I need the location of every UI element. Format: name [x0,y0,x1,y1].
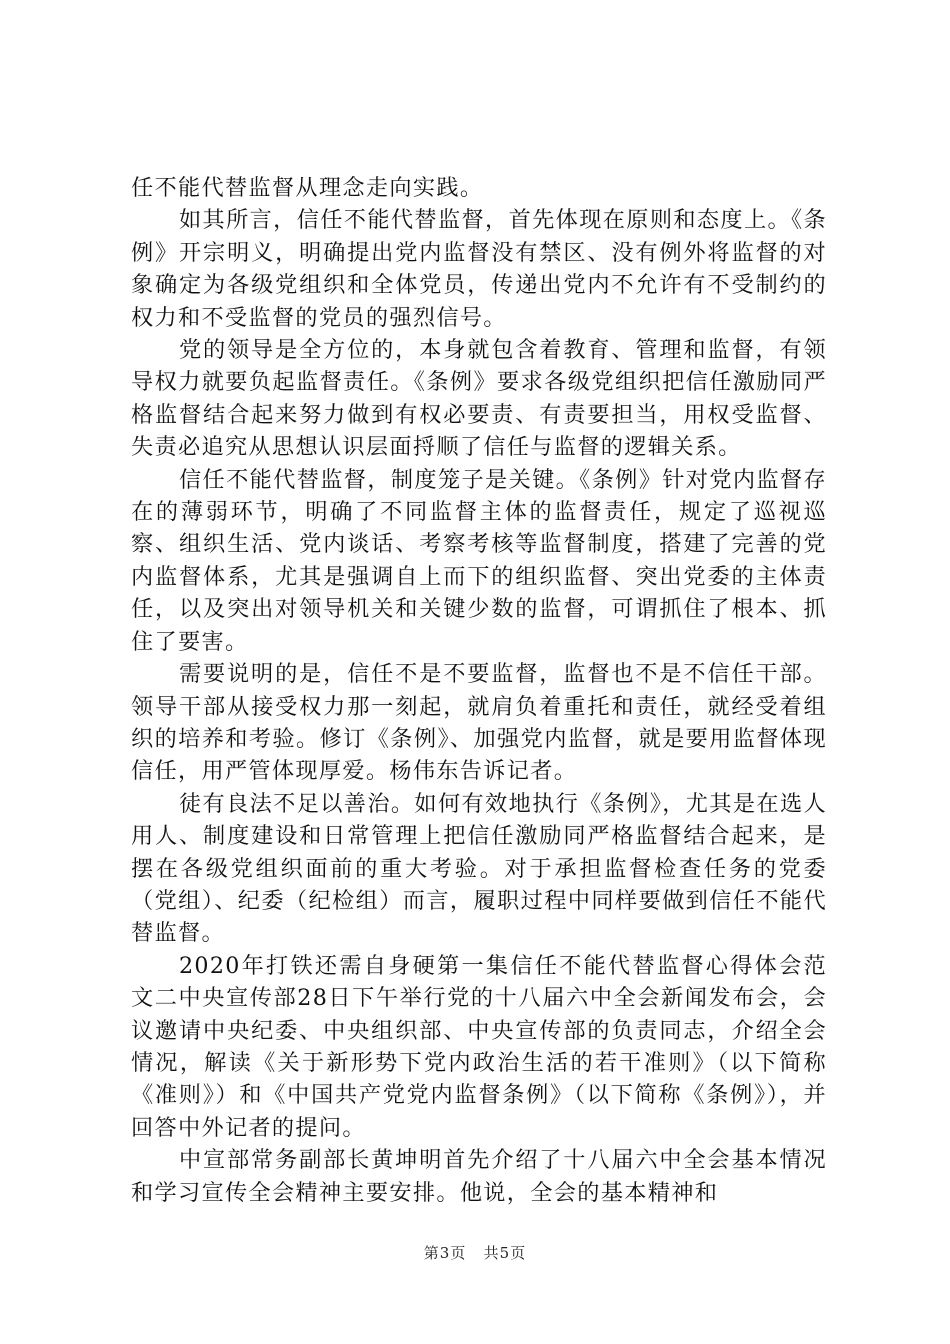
footer-spacer [472,1244,478,1262]
document-body [131,172,827,1209]
page-number: 第3页 [423,1244,467,1262]
paragraph: 党的领导是全方位的，本身就包含着教育、管理和监督，有领导权力就要负起监督责任。《条例》要求各级党组织把信任激励同严格监督结合起来努力做到有权必要责、有责要担当，用权受监督、失责必追究从思想认识层面捋顺了信任与监督的逻辑关系。 [131,337,827,461]
page-footer [0,1242,950,1263]
paragraph: 信任不能代替监督，制度笼子是关键。《条例》针对党内监督存在的薄弱环节，明确了不同监督主体的监督责任，规定了巡视巡察、组织生活、党内谈话、考察考核等监督制度，搭建了完善的党内监督体系，尤其是强调自上而下的组织监督、突出党委的主体责任，以及突出对领导机关和关键少数的监督，可谓抓住了根本、抓住了要害。 [131,466,827,655]
paragraph: 徒有良法不足以善治。如何有效地执行《条例》，尤其是在选人用人、制度建设和日常管理上把信任激励同严格监督结合起来，是摆在各级党组织面前的重大考验。对于承担监督检查任务的党委（党组）、纪委（纪检组）而言，履职过程中同样要做到信任不能代替监督。 [131,790,827,947]
paragraph: 需要说明的是，信任不是不要监督，监督也不是不信任干部。领导干部从接受权力那一刻起，就肩负着重托和责任，就经受着组织的培养和考验。修订《条例》、加强党内监督，就是要用监督体现信任，用严管体现厚爱。杨伟东告诉记者。 [131,661,827,785]
paragraph: 中宣部常务副部长黄坤明首先介绍了十八届六中全会基本情况和学习宣传全会精神主要安排。他说，全会的基本精神和 [131,1147,827,1206]
page-total: 共5页 [483,1244,527,1262]
paragraph: 如其所言，信任不能代替监督，首先体现在原则和态度上。《条例》开宗明义，明确提出党内监督没有禁区、没有例外将监督的对象确定为各级党组织和全体党员，传递出党内不允许有不受制约的权力和不受监督的党员的强烈信号。 [131,207,827,331]
paragraph-continuation: 任不能代替监督从理念走向实践。 [131,175,484,201]
paragraph: 2020年打铁还需自身硬第一集信任不能代替监督心得体会范文二中央宣传部28日下午举行党的十八届六中全会新闻发布会，会议邀请中央纪委、中央组织部、中央宣传部的负责同志，介绍全会情况，解读《关于新形势下党内政治生活的若干准则》（以下简称《准则》）和《中国共产党党内监督条例》（以下简称《条例》），并回答中外记者的提问。 [131,952,827,1141]
